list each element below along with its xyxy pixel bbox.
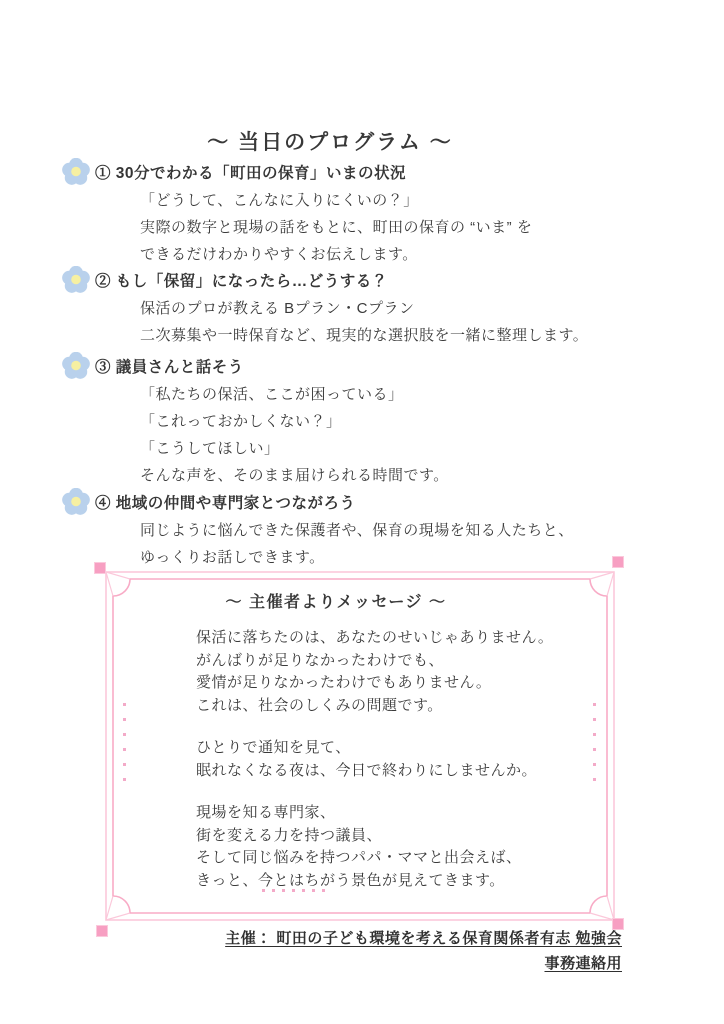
item-body: [140, 381, 724, 489]
message-line: 現場を知る専門家、: [196, 804, 336, 821]
message-line: 街を変える力を持つ議員、: [196, 826, 383, 844]
flower-icon: [62, 266, 90, 294]
program-item-3: [0, 354, 724, 489]
flower-icon: [62, 158, 90, 186]
item-body-line: 「こうしてほしい」: [140, 440, 280, 457]
item-body-line: 実際の数字と現場の話をもとに、町田の保育の “いま” を: [140, 219, 533, 236]
message-line: ひとりで通知を見て、: [196, 739, 351, 756]
message-line: がんばりが足りなかったわけでも、: [196, 651, 445, 669]
message-line: そして同じ悩みを持つパパ・ママと出会えば、: [196, 849, 522, 866]
item-body: [140, 187, 724, 268]
item-body-line: そんな声を、そのまま届けられる時間です。: [140, 467, 449, 484]
item-body-line: 二次募集や一時保育など、現実的な選択肢を一緒に整理します。: [140, 327, 589, 344]
item-body-line: 「私たちの保活、ここが困っている」: [140, 386, 404, 403]
dotted-line-left: [123, 703, 126, 782]
item-body-line: 「どうして、こんなに入りにくいの？」: [140, 192, 419, 209]
item-body-line: できるだけわかりやすくお伝えします。: [140, 246, 418, 263]
message-line: これは、社会のしくみの問題です。: [196, 696, 443, 714]
message-line: 眠れなくなる夜は、今日で終わりにしませんか。: [196, 761, 538, 779]
item-heading: ② もし「保留」になったら…どうする？: [95, 273, 388, 290]
program-item-2: [0, 268, 724, 349]
message-body: [196, 627, 590, 912]
corner-square-icon: [612, 556, 624, 568]
page-title: 〜 当日のプログラム 〜: [207, 131, 453, 154]
item-heading: ① 30分でわかる「町田の保育」いまの状況: [95, 165, 407, 182]
item-body: [140, 517, 724, 571]
message-line: 保活に落ちたのは、あなたのせいじゃありません。: [196, 629, 554, 646]
message-paragraph: [196, 627, 590, 717]
item-heading: ④ 地域の仲間や専門家とつながろう: [95, 495, 356, 512]
message-line: 愛情が足りなかったわけでもありません。: [196, 674, 492, 691]
message-line: きっと、今とはちがう景色が見えてきます。: [196, 871, 505, 889]
message-box-title: 〜 主催者よりメッセージ 〜: [225, 594, 447, 611]
item-body-line: 「これっておかしくない？」: [140, 413, 342, 430]
footer: [0, 926, 622, 976]
corner-square-icon: [94, 562, 106, 574]
program-item-1: [0, 160, 724, 268]
item-body-line: ゆっくりお話しできます。: [140, 549, 325, 566]
item-body-line: 同じように悩んできた保護者や、保育の現場を知る人たちと、: [140, 522, 574, 539]
message-paragraph: [196, 802, 590, 892]
footer-note: 事務連絡用: [544, 955, 622, 972]
message-box: [104, 570, 616, 922]
message-paragraph: [196, 737, 590, 782]
item-heading: ③ 議員さんと話そう: [95, 359, 244, 376]
item-body-line: 保活のプロが教える Bプラン・Cプラン: [140, 300, 415, 317]
dotted-line-right: [593, 703, 596, 782]
flower-icon: [62, 352, 90, 380]
flower-icon: [62, 488, 90, 516]
item-body: [140, 295, 724, 349]
footer-organizer: 主催： 町田の子ども環境を考える保育関係者有志 勉強会: [225, 930, 622, 947]
